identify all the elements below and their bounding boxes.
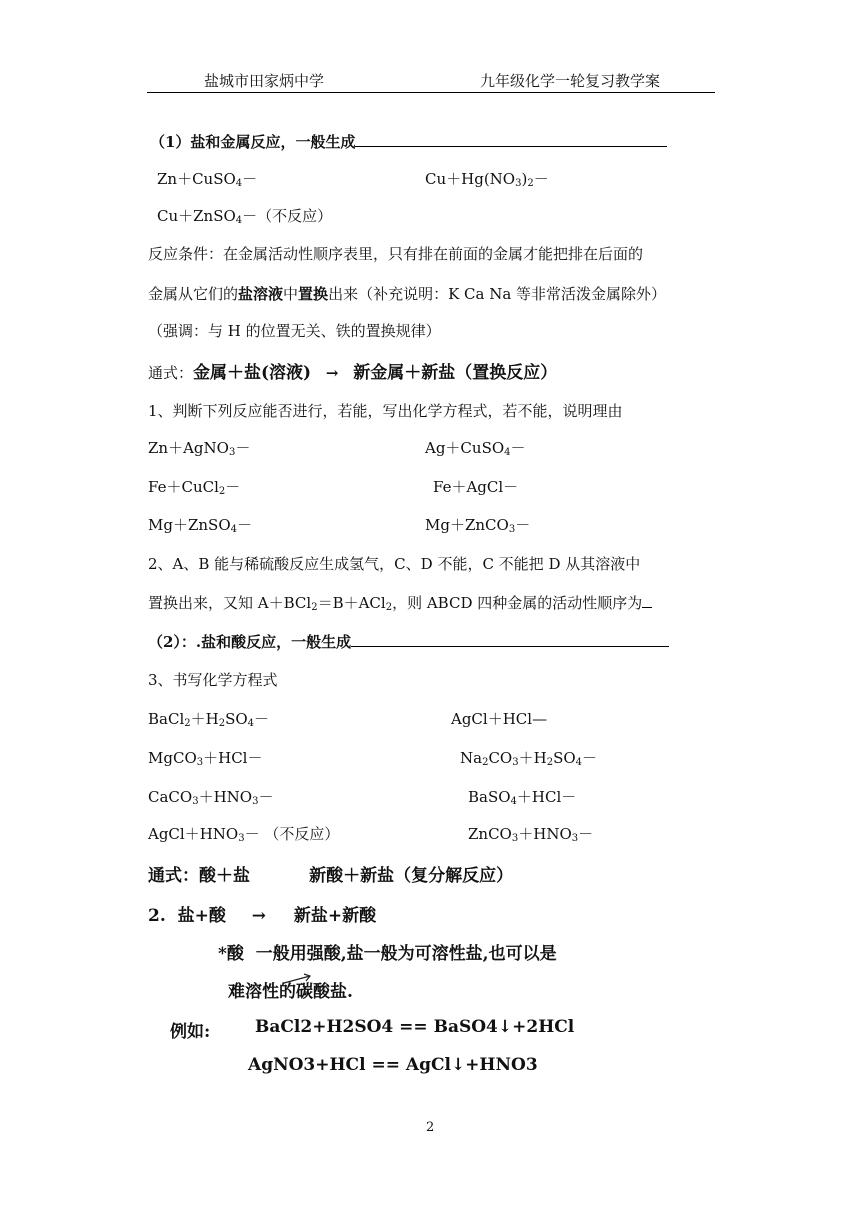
q3-item-g: $AgCl+HNO_3-$ （不反应） — [148, 825, 340, 844]
question1-text: 1、判断下列反应能否进行，若能，写出化学方程式，若不能，说明理由 — [148, 402, 623, 420]
question3-text: 3、书写化学方程式 — [148, 671, 278, 689]
section1-title: （1）盐和金属反应，一般生成 — [150, 131, 667, 152]
question2-line2: 置换出来，又知 A＋BCl$_2$＝B＋ACl$_2$，则 ABCD 四种金属的活动性顺序为 — [148, 592, 652, 613]
condition-line2: 金属从它们的盐溶液中置换出来（补充说明：K Ca Na 等非常活泼金属除外） — [148, 285, 667, 303]
decorative-arrow-icon — [282, 972, 314, 986]
reaction-zn-cuso4: Zn＋CuSO$_4$－ — [157, 170, 258, 189]
q3-item-c: MgCO$_3$＋HCl－ — [148, 749, 263, 768]
q3-item-h: $ZnCO_3+HNO_3-$ — [468, 825, 594, 844]
section2-title: （2）：.盐和酸反应，一般生成 — [148, 631, 669, 652]
q1-item-e: Mg＋ZnSO$_4$－ — [148, 516, 253, 535]
q3-item-f: BaSO$_4$＋HCl－ — [468, 788, 577, 807]
q3-item-a: $BaCl_2+H_2SO_4-$ — [148, 710, 270, 729]
arrow-icon: → — [325, 364, 339, 382]
answer-blank — [351, 631, 669, 647]
header-course: 九年级化学一轮复习教学案 — [480, 72, 661, 90]
answer-blank — [642, 592, 652, 608]
example-equation-2: AgNO3+HCl == AgCl↓+HNO3 — [248, 1055, 538, 1075]
q1-item-b: Ag＋CuSO$_4$－ — [425, 439, 526, 458]
condition-line1: 反应条件：在金属活动性顺序表里，只有排在前面的金属才能把排在后面的 — [148, 245, 644, 263]
q1-item-f: Mg＋ZnCO$_3$－ — [425, 516, 531, 535]
acid-note-line2: 难溶性的碳酸盐. — [228, 982, 353, 1002]
example-label: 例如: — [170, 1022, 211, 1042]
reaction-cu-znso4: Cu＋ZnSO$_4$－（不反应） — [157, 207, 333, 226]
general-formula-1: 通式：金属＋盐(溶液) → 新金属＋新盐（置换反应） — [148, 363, 558, 383]
arrow-icon: → — [251, 906, 266, 926]
q1-item-d: Fe＋AgCl－ — [433, 478, 519, 496]
general-formula-2: 通式：酸＋盐 新酸＋新盐（复分解反应） — [148, 866, 514, 886]
header-rule — [147, 92, 715, 93]
emphasis-note: （强调：与 H 的位置无关、铁的置换规律） — [148, 322, 441, 340]
header-school: 盐城市田家炳中学 — [204, 72, 325, 90]
q1-item-a: Zn＋AgNO$_3$－ — [148, 439, 251, 458]
point2-line: 2. 盐+酸 → 新盐+新酸 — [148, 906, 377, 926]
reaction-cu-hgno3: $Cu+Hg(NO_3)_2-$ — [425, 170, 549, 189]
q3-item-d: $Na_2CO_3+H_2SO_4-$ — [460, 749, 598, 768]
acid-note-line1: *酸 一般用强酸,盐一般为可溶性盐,也可以是 — [218, 944, 557, 964]
example-equation-1: BaCl2+H2SO4 == BaSO4↓+2HCl — [255, 1017, 575, 1037]
q1-item-c: Fe＋CuCl$_2$－ — [148, 478, 241, 497]
page-number: 2 — [426, 1120, 435, 1135]
q3-item-b: AgCl＋HCl— — [451, 710, 548, 728]
question2-line1: 2、A、B 能与稀硫酸反应生成氢气，C、D 不能，C 不能把 D 从其溶液中 — [148, 555, 641, 573]
q3-item-e: $CaCO_3+HNO_3-$ — [148, 788, 274, 807]
answer-blank — [355, 131, 667, 147]
